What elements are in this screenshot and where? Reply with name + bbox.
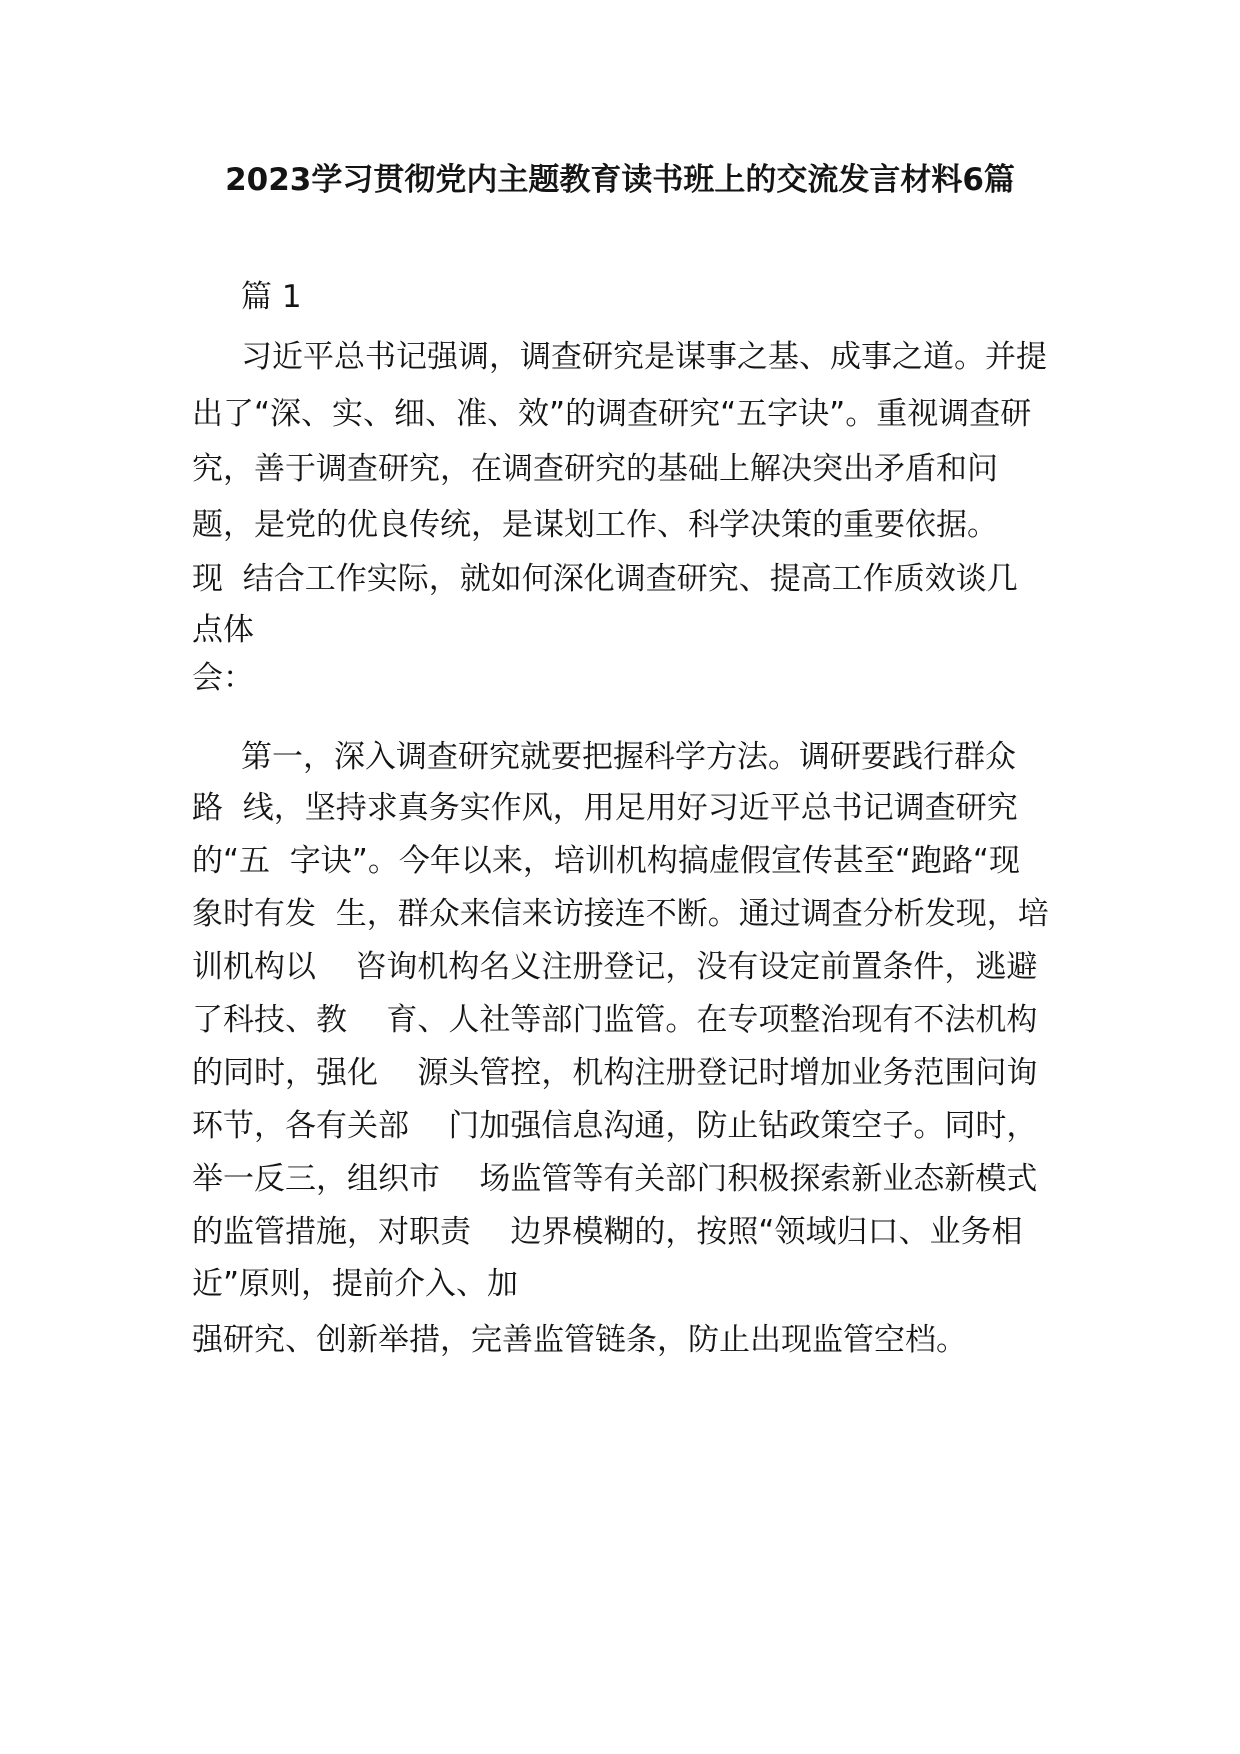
paragraph-1-line: 会： [192,660,254,696]
paragraph-2-line: 近”原则，提前介入、加 [192,1266,519,1302]
document-title: 2023学习贯彻党内主题教育读书班上的交流发言材料6篇 [225,162,1015,198]
paragraph-1-line: 点体 [192,612,254,648]
paragraph-2-line: 训机构以 咨询机构名义注册登记，没有设定前置条件，逃避 [192,949,1038,985]
paragraph-2-line: 的监管措施，对职责 边界模糊的，按照“领域归口、业务相 [192,1214,1023,1250]
paragraph-2-line: 的“五 字诀”。今年以来，培训机构搞虚假宣传甚至“跑路“现 [192,843,1020,879]
paragraph-2-line: 了科技、教 育、人社等部门监管。在专项整治现有不法机构 [192,1002,1038,1038]
paragraph-2-line: 环节，各有关部 门加强信息沟通，防止钻政策空子。同时， [192,1108,1038,1144]
paragraph-2-line: 强研究、创新举措，完善监管链条，防止出现监管空档。 [192,1322,967,1358]
paragraph-1-line: 习近平总书记强调，调查研究是谋事之基、成事之道。并提 [241,339,1047,375]
section-heading: 篇 1 [241,279,302,315]
paragraph-2-line: 的同时，强化 源头管控，机构注册登记时增加业务范围问询 [192,1055,1038,1091]
paragraph-1-line: 题，是党的优良传统，是谋划工作、科学决策的重要依据。 [192,507,998,543]
paragraph-2-line: 路 线，坚持求真务实作风，用足用好习近平总书记调查研究 [192,790,1018,826]
paragraph-2-line: 第一，深入调查研究就要把握科学方法。调研要践行群众 [241,739,1016,775]
paragraph-2-line: 举一反三，组织市 场监管等有关部门积极探索新业态新模式 [192,1161,1038,1197]
paragraph-1-line: 出了“深、实、细、准、效”的调查研究“五字诀”。重视调查研 [192,396,1032,432]
paragraph-1-line: 现 结合工作实际，就如何深化调查研究、提高工作质效谈几 [192,561,1018,597]
paragraph-2-line: 象时有发 生，群众来信来访接连不断。通过调查分析发现，培 [192,896,1049,932]
paragraph-1-line: 究，善于调查研究，在调查研究的基础上解决突出矛盾和问 [192,451,998,487]
